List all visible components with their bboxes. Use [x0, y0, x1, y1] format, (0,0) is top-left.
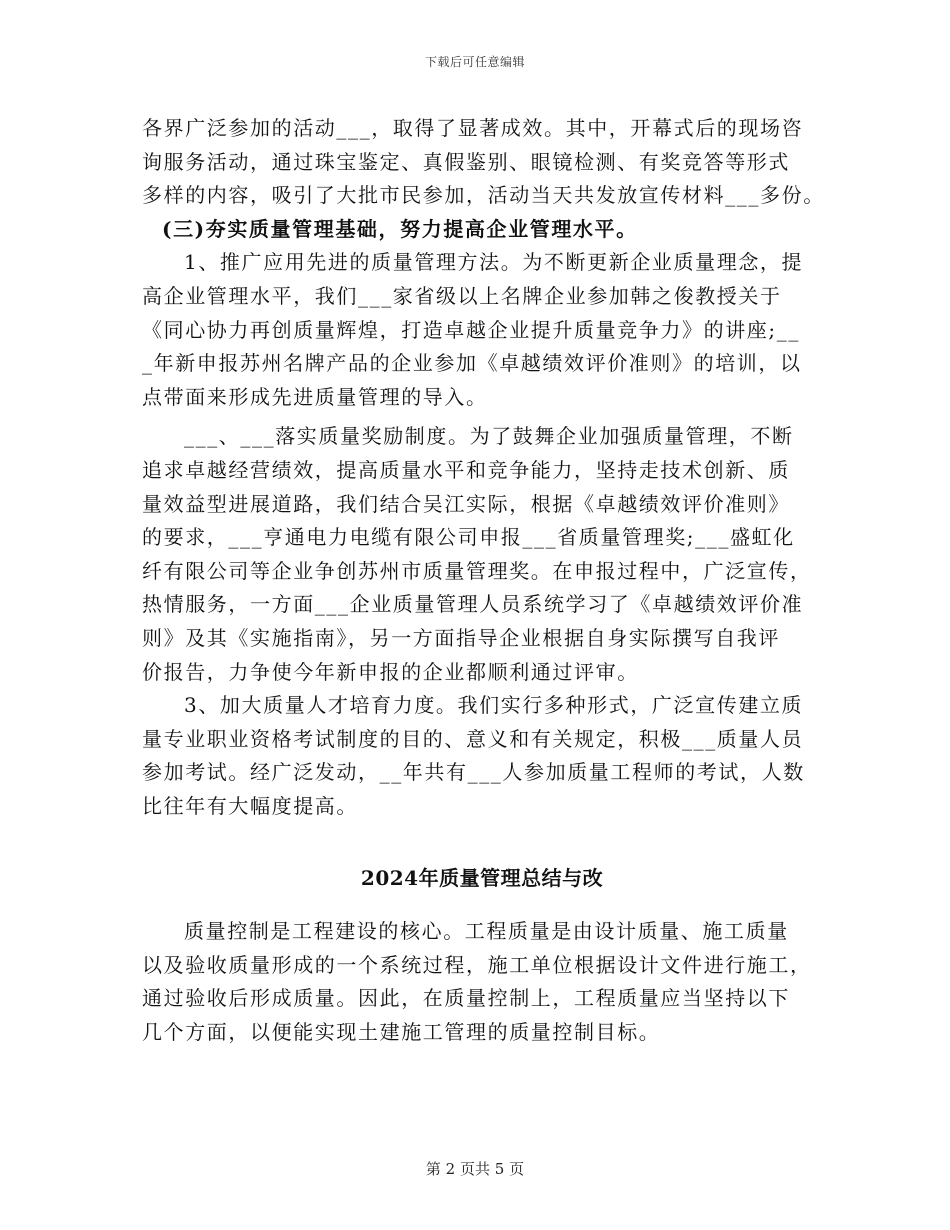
- text-line: 量专业职业资格考试制度的目的、意义和有关规定，积极___质量人员: [142, 726, 804, 751]
- document-body: [142, 112, 825, 1049]
- text-line: 以及验收质量形成的一个系统过程，施工单位根据设计文件进行施工，: [142, 952, 812, 977]
- text-line: 《同心协力再创质量辉煌，打造卓越企业提升质量竞争力》的讲座;__: [142, 317, 800, 342]
- text-line: 的要求，___亨通电力电缆有限公司申报___省质量管理奖;___盛虹化: [142, 525, 795, 550]
- paragraph-intro: [142, 915, 822, 1049]
- page-header: 下载后可任意编辑: [424, 55, 525, 69]
- page-footer: 第 2 页共 5 页: [425, 1160, 525, 1178]
- text-line: 高企业管理水平，我们___家省级以上名牌企业参加韩之俊教授关于: [142, 283, 782, 308]
- text-line: 点带面来形成先进质量管理的导入。: [142, 384, 488, 409]
- text-line: 质量控制是工程建设的核心。工程质量是由设计质量、施工质量: [184, 919, 789, 944]
- text-line: 几个方面，以便能实现土建施工管理的质量控制目标。: [142, 1019, 661, 1044]
- paragraph-item-3: [142, 689, 822, 823]
- text-line: 比往年有大幅度提高。: [142, 793, 358, 818]
- text-line: 各界广泛参加的活动___，取得了显著成效。其中，开幕式后的现场咨: [142, 116, 804, 140]
- text-line: 则》及其《实施指南》，另一方面指导企业根据自身实际撰写自我评: [142, 625, 780, 650]
- paragraph-item-2: [142, 420, 822, 689]
- text-line: 追求卓越经营绩效，提高质量水平和竞争能力，坚持走技术创新、质: [142, 457, 790, 482]
- text-line: _年新申报苏州名牌产品的企业参加《卓越绩效评价准则》的培训，以: [142, 351, 802, 376]
- text-line: 价报告，力争使今年新申报的企业都顺利通过评审。: [142, 659, 639, 684]
- paragraph-item-1: [142, 246, 822, 414]
- paragraph-activity-summary: [142, 112, 825, 213]
- text-line: 纤有限公司等企业争创苏州市质量管理奖。在申报过程中，广泛宣传，: [142, 558, 812, 583]
- text-line: 3、加大质量人才培育力度。我们实行多种形式，广泛宣传建立质: [184, 693, 804, 718]
- document-title: 2024年质量管理总结与改: [360, 866, 604, 891]
- text-line: 量效益型进展道路，我们结合吴江实际，根据《卓越绩效评价准则》: [142, 491, 790, 516]
- text-line: ___、___落实质量奖励制度。为了鼓舞企业加强质量管理，不断: [184, 424, 794, 449]
- text-line: 热情服务，一方面___企业质量管理人员系统学习了《卓越绩效评价准: [142, 592, 804, 617]
- text-line: 通过验收后形成质量。因此，在质量控制上，工程质量应当坚持以下: [142, 986, 790, 1011]
- text-line: 询服务活动，通过珠宝鉴定、真假鉴别、眼镜检测、有奖竞答等形式: [142, 149, 790, 174]
- text-line: 1、推广应用先进的质量管理方法。为不断更新企业质量理念，提: [184, 250, 804, 275]
- text-line: 参加考试。经广泛发动，__年共有___人参加质量工程师的考试，人数: [142, 760, 805, 785]
- text-line: 多样的内容，吸引了大批市民参加，活动当天共发放宣传材料___多份。: [142, 183, 825, 208]
- section-heading-3: (三)夯实质量管理基础，努力提高企业管理水平。: [162, 216, 638, 241]
